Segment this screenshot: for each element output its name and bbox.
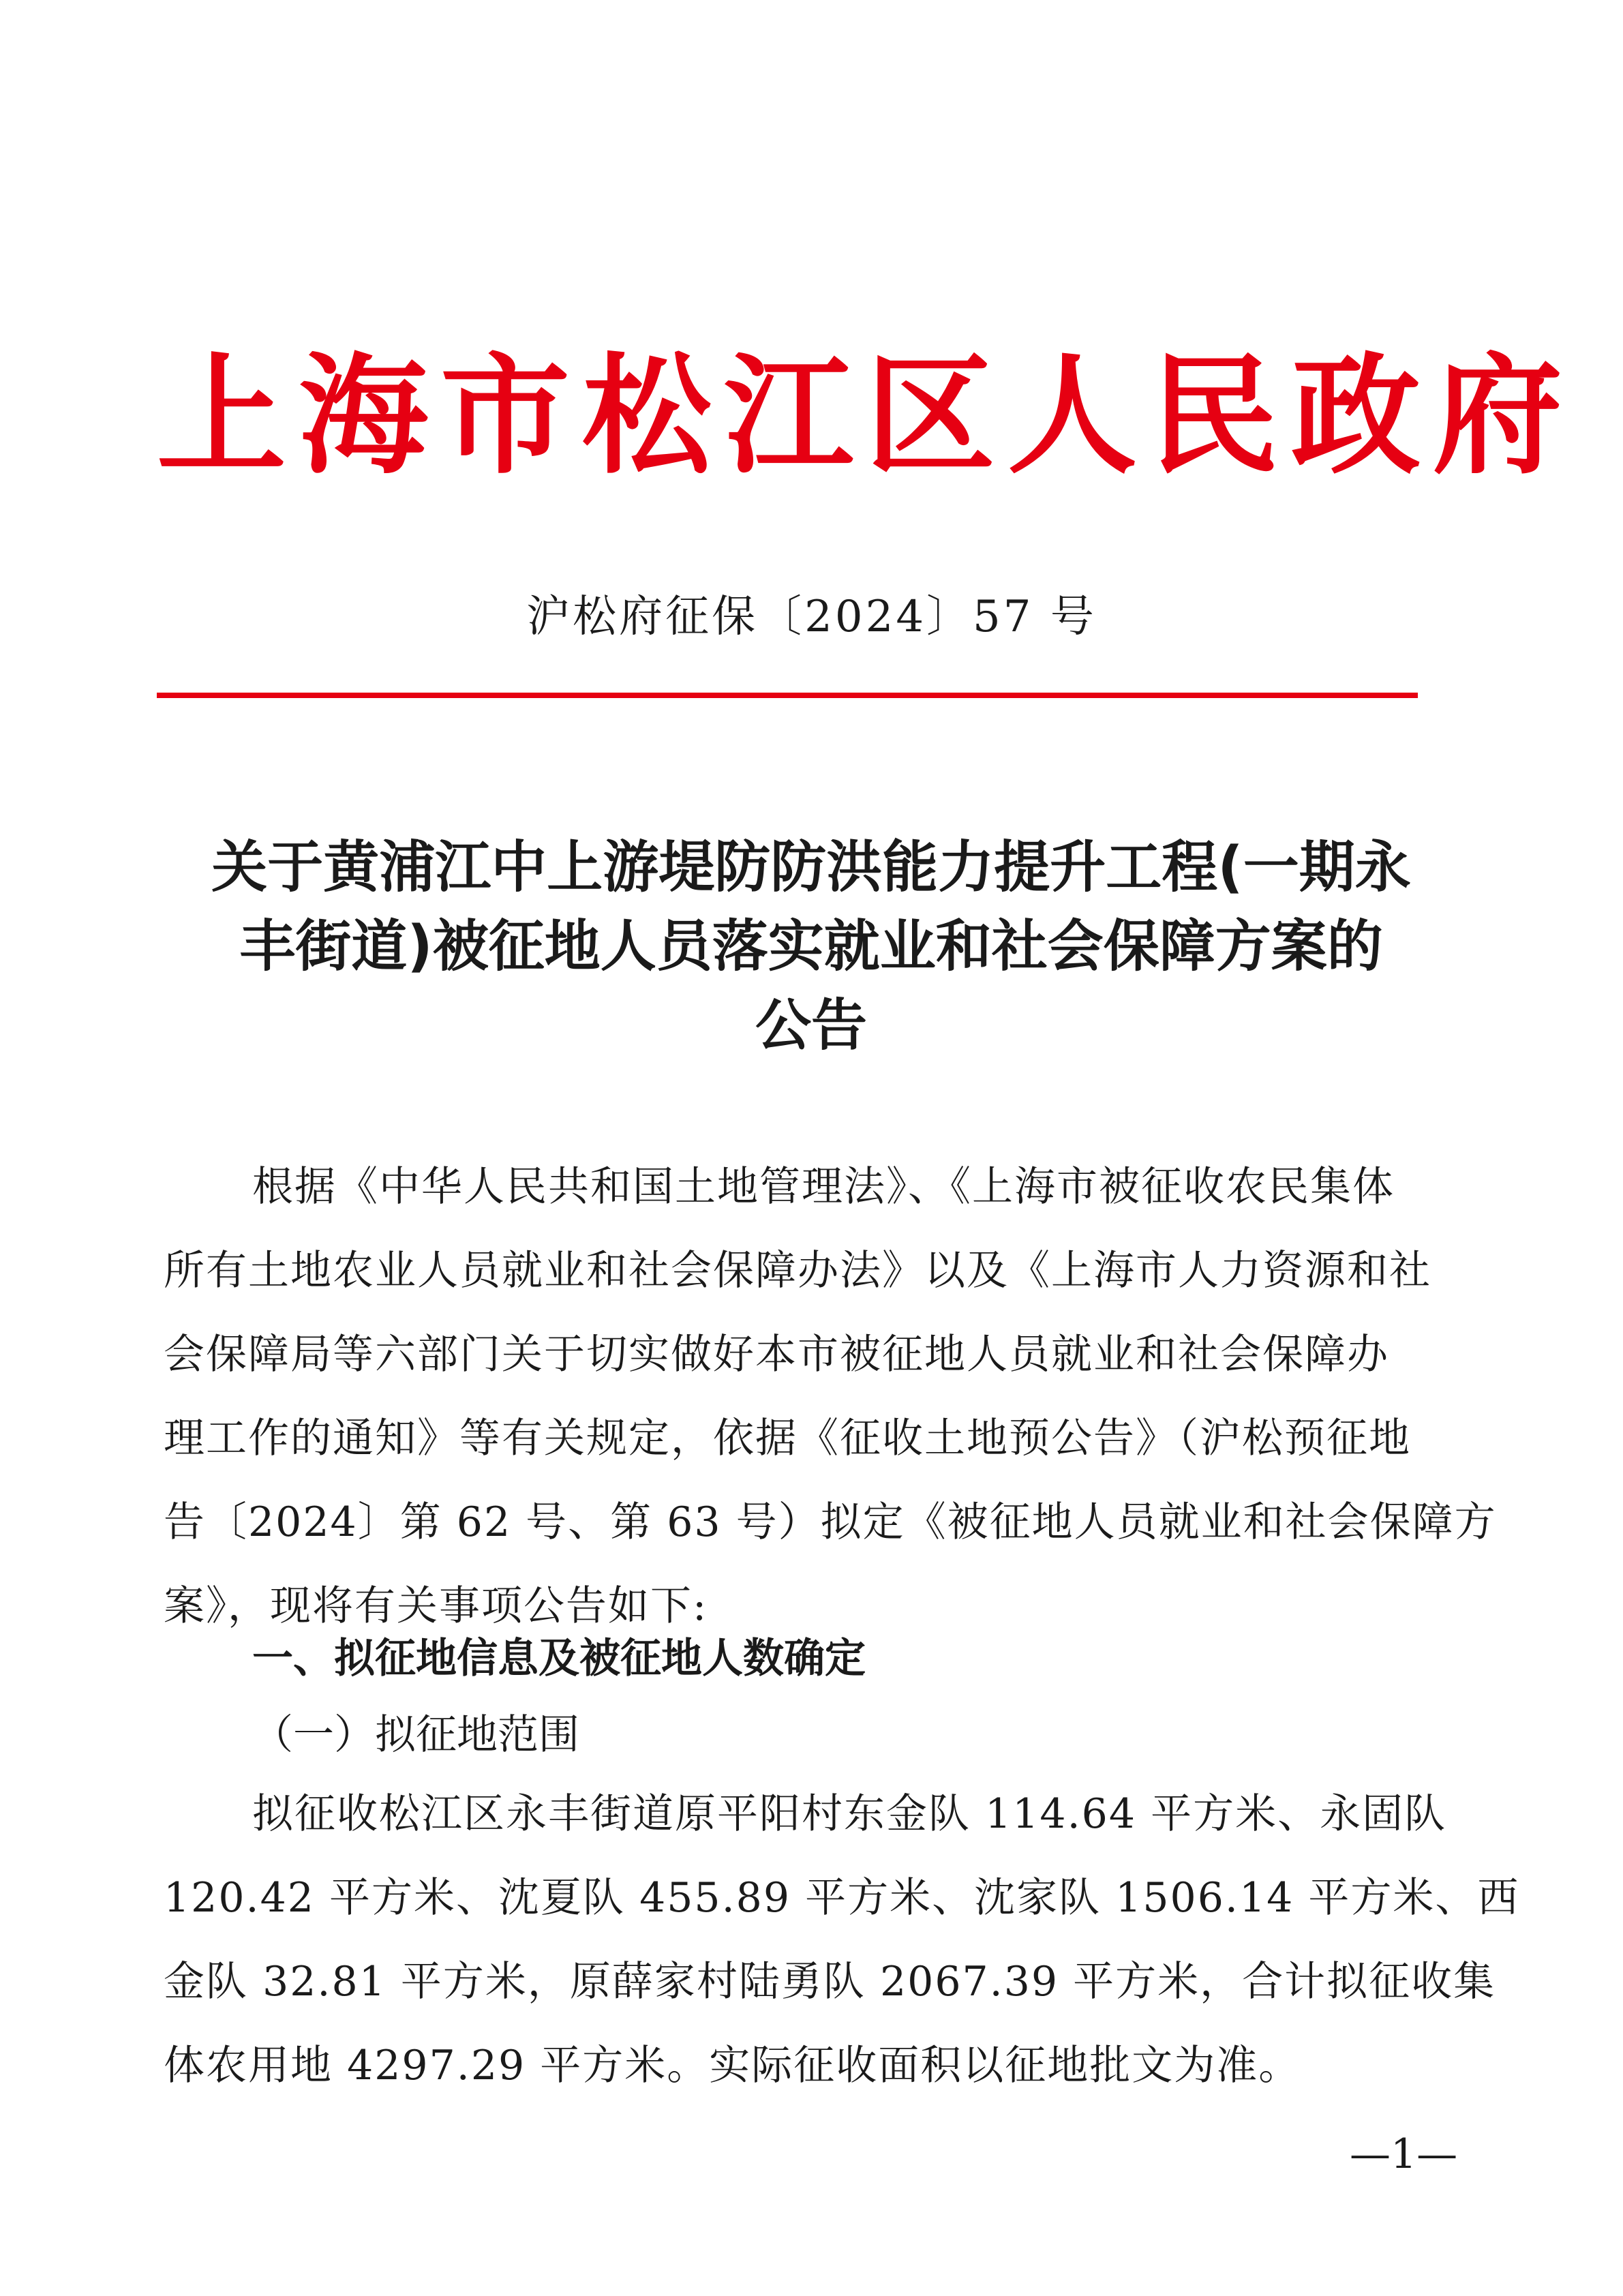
paragraph-line: 案》，现将有关事项公告如下:: [164, 1582, 708, 1630]
paragraph-line: 会保障局等六部门关于切实做好本市被征地人员就业和社会保障办: [164, 1331, 1389, 1378]
title-line: 关于黄浦江中上游堤防防洪能力提升工程(一期永: [211, 835, 1411, 900]
paragraph-line: 体农用地 4297.29 平方米。实际征收面积以征地批文为准。: [164, 2042, 1301, 2089]
document-number: 沪松府征保〔2024〕57 号: [526, 592, 1097, 642]
title-line: 公告: [755, 993, 867, 1058]
land-scope-paragraph: [164, 1772, 1520, 2108]
document-title: [164, 828, 1459, 1066]
red-divider-line: [157, 693, 1418, 698]
paragraph-line: 理工作的通知》等有关规定，依据《征收土地预公告》（沪松预征地: [164, 1415, 1411, 1462]
paragraph-line: 所有土地农业人员就业和社会保障办法》以及《上海市人力资源和社: [164, 1247, 1431, 1295]
paragraph-line: 金队 32.81 平方米，原薛家村陆勇队 2067.39 平方米，合计拟征收集: [164, 1958, 1496, 2006]
paragraph-line: 120.42 平方米、沈夏队 455.89 平方米、沈家队 1506.14 平方米、西: [164, 1874, 1520, 1922]
issuer-header: 上海市松江区人民政府: [157, 339, 1575, 492]
paragraph-line: 拟征收松江区永丰街道原平阳村东金队 114.64 平方米、永固队: [252, 1790, 1447, 1838]
paragraph-line: 告〔2024〕第 62 号、第 63 号）拟定《被征地人员就业和社会保障方: [164, 1498, 1497, 1546]
intro-paragraph: [164, 1145, 1497, 1648]
page-number: —1—: [1350, 2130, 1458, 2178]
subsection-heading: （一）拟征地范围: [252, 1711, 579, 1759]
section-heading: 一、拟征地信息及被征地人数确定: [252, 1635, 866, 1682]
paragraph-line: 根据《中华人民共和国土地管理法》、《上海市被征收农民集体: [252, 1163, 1395, 1211]
title-line: 丰街道)被征地人员落实就业和社会保障方案的: [239, 914, 1383, 979]
